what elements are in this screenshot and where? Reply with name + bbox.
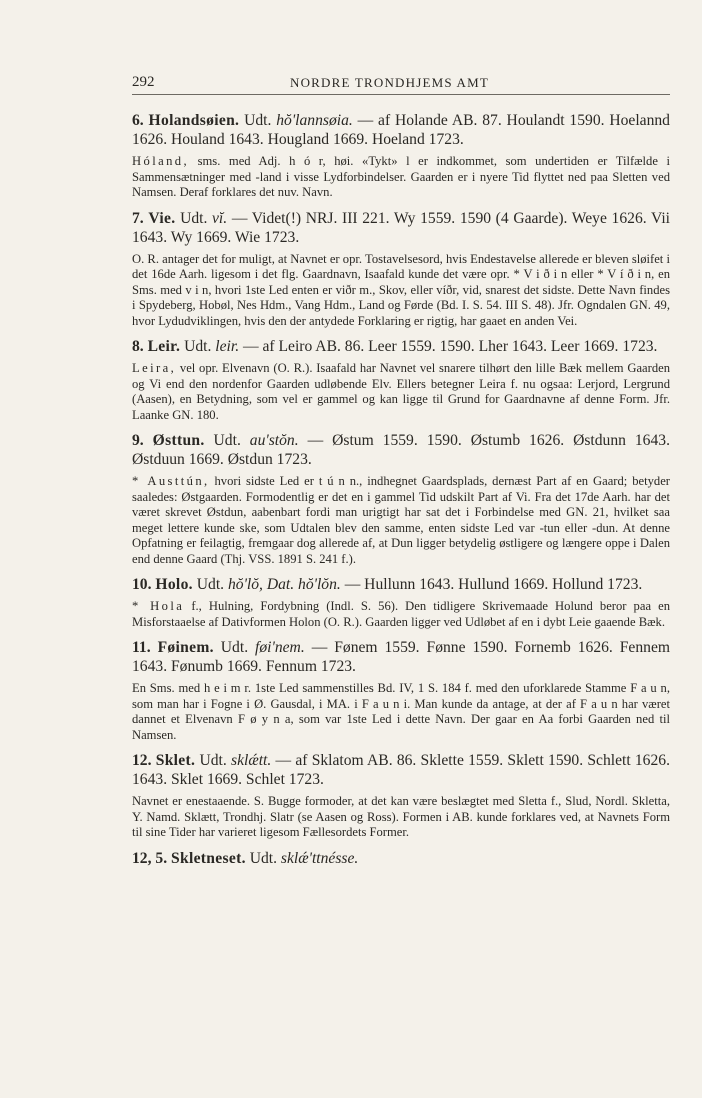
entry-number: 7. <box>132 209 144 227</box>
entry-heading <box>132 337 670 356</box>
entry-12 <box>132 751 670 841</box>
historic-forms: — af Holande AB. 87. Houlandt 1590. Hoelannd 1626. Houland 1643. Hougland 1669. Hoeland 1723. <box>132 112 670 148</box>
entry-body <box>132 154 670 201</box>
spaced-headword: * Hola <box>132 599 185 613</box>
farm-name: Sklet. <box>155 752 196 769</box>
udt-label: Udt. <box>220 639 249 656</box>
udt-label: Udt. <box>213 432 241 449</box>
udt-label: Udt. <box>249 849 277 867</box>
farm-name: Skletneset. <box>171 849 246 867</box>
historic-forms: — af Sklatom AB. 86. Sklette 1559. Sklett 1590. Schlett 1626. 1643. Sklet 1669. Schlet 1723. <box>132 752 670 788</box>
pronunciation: leir. <box>215 338 240 355</box>
entry-body <box>132 361 670 423</box>
pronunciation: au'stŏn. <box>249 432 299 449</box>
entry-body-text: En Sms. med h e i m r. 1ste Led sammenstilles Bd. IV, 1 S. 184 f. med den uforklarede Stamme F a u n, som man har i Fogne i Ø. Gausdal, i MA. i F a u n i. Man kunde da antage, at der af F a u n har været dannet et Elvenavn F ø y n a, som var 1ste Led i dette Navn. Der gaar en Aa forbi Gaarden ned til Namsen. <box>132 681 670 742</box>
entry-body-text: O. R. antager det for muligt, at Navnet er opr. Tostavelsesord, hvis Endestavelse allerede er bleven sløifet i det 16de Aarh. ligesom i det flg. Gaardnavn, Isaafald kunde det være opr. * V i ð i n eller * V í ð i n, en Sms. med v i n, hvori 1ste Led enten er viðr m., Skov, eller víðr, vid, snarest det sidste. Dette Navn findes i Spydeberg, Hobøl, Nes Hdm., Vang Hdm., Land og Førde (Bd. I. S. 54. III S. 48). Jfr. Ogndalen GN. 49, hvor Lydudviklingen, hvis den der antydede Forklaring er rigtig, har gaaet en anden Vei. <box>132 251 670 328</box>
entry-heading <box>132 209 670 247</box>
entry-heading <box>132 575 670 594</box>
entry-heading <box>132 431 670 469</box>
pronunciation: føi'nem. <box>255 639 305 656</box>
entry-number: 11. <box>132 639 151 656</box>
farm-name: Vie. <box>148 209 176 227</box>
historic-forms: — Videt(!) NRJ. III 221. Wy 1559. 1590 (4 Gaarde). Weye 1626. Vii 1643. Wy 1669. Wie 1723. <box>132 209 670 246</box>
historic-forms: — af Leiro AB. 86. Leer 1559. 1590. Lher 1643. Leer 1669. 1723. <box>243 338 658 355</box>
udt-label: Udt. <box>196 576 225 593</box>
entry-7 <box>132 209 670 330</box>
udt-label: Udt. <box>180 209 208 227</box>
pronunciation: sklǽtt. <box>231 752 272 769</box>
historic-forms: — Hullunn 1643. Hullund 1669. Hollund 1723. <box>344 576 643 593</box>
entry-body-text: f., Hulning, Fordybning (Indl. S. 56). Den tidligere Skrivemaade Holund beror paa en Misforstaaelse af Dativformen Holon (O. R.). Gaarden ligger ved Udløbet af en i dybt Leie gaaende Bæk. <box>132 599 670 629</box>
pronunciation: vĭ. <box>212 209 228 227</box>
entry-number: 12, 5. <box>132 849 168 867</box>
entry-9 <box>132 431 670 567</box>
entry-8 <box>132 337 670 423</box>
pronunciation: hŏ'lŏ, Dat. hŏ'lŏn. <box>227 576 341 593</box>
entry-heading <box>132 849 670 868</box>
entry-number: 10. <box>132 576 152 593</box>
entry-heading <box>132 111 670 149</box>
entry-body <box>132 681 670 743</box>
entry-body <box>132 252 670 330</box>
spaced-headword: Hóland, <box>132 154 190 168</box>
entry-10 <box>132 575 670 630</box>
page-number: 292 <box>132 74 155 90</box>
entry-number: 9. <box>132 432 144 449</box>
farm-name: Leir. <box>147 338 181 355</box>
running-title: NORDRE TRONDHJEMS AMT <box>290 75 490 90</box>
udt-label: Udt. <box>199 752 227 769</box>
pronunciation: hŏ'lannsøia. <box>276 112 353 129</box>
entry-body-text: vel opr. Elvenavn (O. R.). Isaafald har Navnet vel snarere tilhørt den lille Bæk mellem Gaarden og Vi end den nordenfor Gaarden udløbende Elv. Ellers betegner Leira f. nu ogsaa: Lerjord, Lergrund (Aasen), en Betydning, som vel er gammel og kan ligge til Grund for Gaardnavne af denne Form. Jfr. Laanke GN. 180. <box>132 361 670 422</box>
farm-name: Holo. <box>155 576 193 593</box>
entry-heading <box>132 638 670 676</box>
entry-body-text: hvori sidste Led er t ú n n., indhegnet Gaardsplads, dernæst Part af en Gaard; betyder saaledes: Østgaarden. Formodentlig er det en i gammel Tid udskilt Part af Vi. Fra det 17de Aarh. har det været skrevet Østdun, aabenbart fordi man urigtigt har sat det i Forbindelse med GN. 21, hvilket saa meget lettere kunde ske, som Udtalen blev den samme, enten sidste Led var -tun eller -dun. At denne Opfatning er feilagtig, fremgaar dog allerede af, at Dun ligger betydelig østligere og længere oppe i Dalen end denne Gaard (Thj. VSS. 1891 S. 241 f.). <box>132 474 670 566</box>
entry-12-5 <box>132 849 670 868</box>
farm-name: Østtun. <box>152 432 205 449</box>
entry-6 <box>132 111 670 201</box>
pronunciation: sklǽ'ttnésse. <box>280 849 359 867</box>
udt-label: Udt. <box>184 338 212 355</box>
spaced-headword: Leira, <box>132 361 177 375</box>
farm-name: Føinem. <box>157 639 214 656</box>
historic-forms: — Fønem 1559. Fønne 1590. Fornemb 1626. Fennem 1643. Fønumb 1669. Fennum 1723. <box>132 639 670 675</box>
entry-body <box>132 794 670 841</box>
entry-body <box>132 474 670 567</box>
spaced-headword: * Austtún, <box>132 474 210 488</box>
entry-number: 8. <box>132 338 144 355</box>
book-page <box>132 74 670 876</box>
entry-body-text: Navnet er enestaaende. S. Bugge formoder, at det kan være beslægtet med Sletta f., Slud, Nordl. Skletta, Y. Namd. Sklætt, Trondhj. Slatr (se Aasen og Ross). Formen i AB. kunde forklares ved, at Navnets Form til sine Tider har varieret ligesom Fællesordets Former. <box>132 794 670 839</box>
page-header <box>132 74 670 95</box>
entry-number: 6. <box>132 112 144 129</box>
farm-name: Holandsøien. <box>148 112 240 129</box>
entry-body <box>132 599 670 630</box>
entry-11 <box>132 638 670 743</box>
udt-label: Udt. <box>244 112 272 129</box>
entry-body-text: sms. med Adj. h ó r, høi. «Tykt» l er indkommet, som undertiden er Tilfælde i Sammensætninger med -land i visse Lydforbindelser. Gaarden er i nyere Tid flyttet ned paa Sletten ved Namsen. Deraf forklares det nuv. Navn. <box>132 154 670 199</box>
entry-number: 12. <box>132 752 152 769</box>
historic-forms: — Østum 1559. 1590. Østumb 1626. Østdunn 1643. Østduun 1669. Østdun 1723. <box>132 432 670 468</box>
entry-heading <box>132 751 670 789</box>
